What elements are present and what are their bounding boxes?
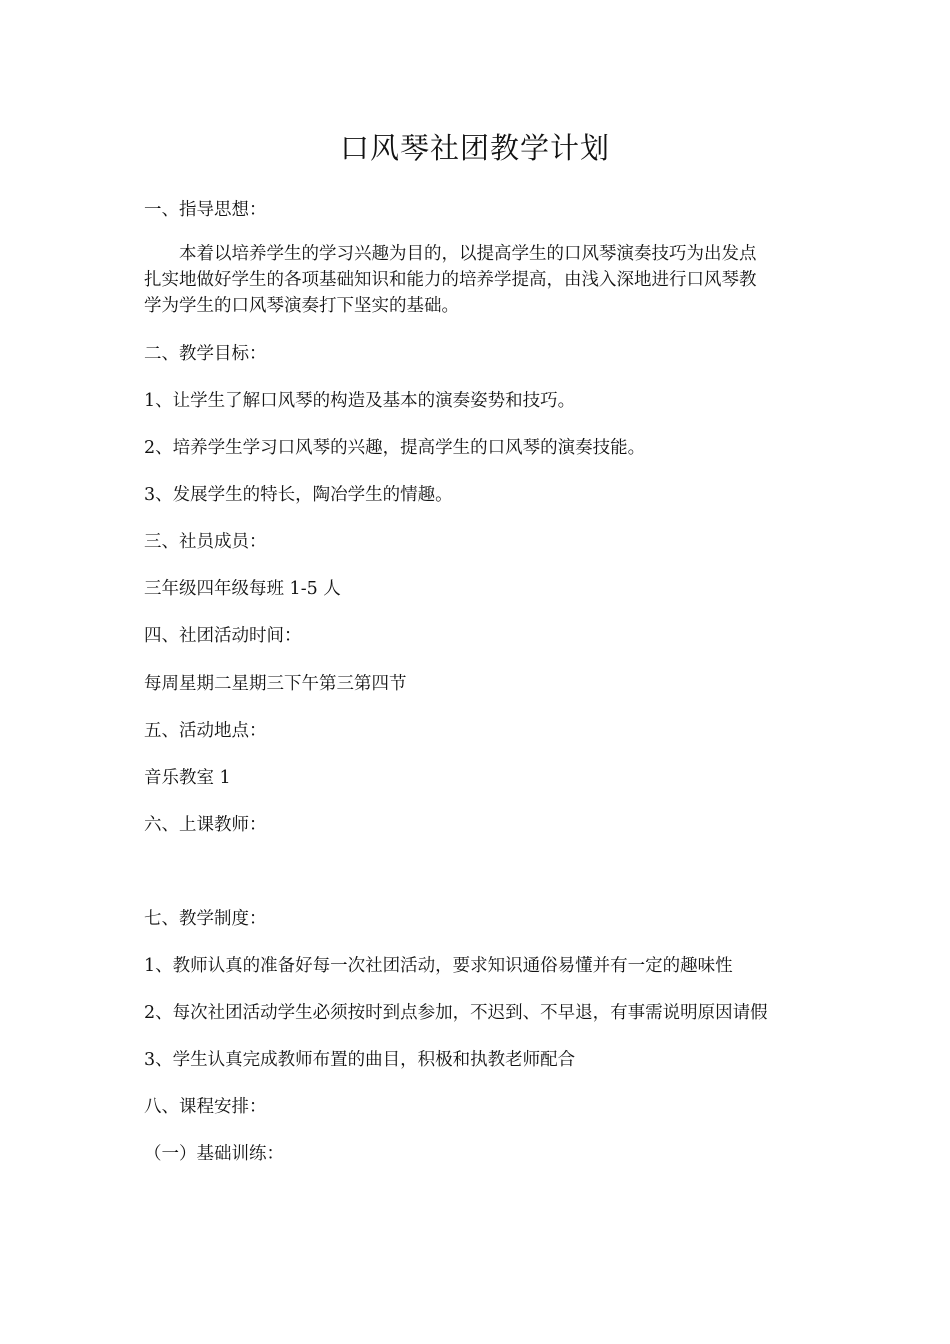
goal-item: 2、培养学生学习口风琴的兴趣，提高学生的口风琴的演奏技能。 bbox=[144, 438, 646, 458]
schedule-sub-heading: （一）基础训练： bbox=[144, 1144, 284, 1164]
time-text: 每周星期二星期三下午第三第四节 bbox=[144, 674, 407, 694]
guiding-paragraph-line: 本着以培养学生的学习兴趣为目的，以提高学生的口风琴演奏技巧为出发点 bbox=[179, 244, 757, 264]
rule-item: 1、教师认真的准备好每一次社团活动，要求知识通俗易懂并有一定的趣味性 bbox=[144, 956, 733, 976]
goal-item: 1、让学生了解口风琴的构造及基本的演奏姿势和技巧。 bbox=[144, 391, 576, 411]
section-heading-members: 三、社员成员： bbox=[144, 532, 267, 552]
section-heading-teacher: 六、上课教师： bbox=[144, 815, 267, 835]
place-text: 音乐教室 1 bbox=[144, 768, 231, 788]
guiding-paragraph-line: 学为学生的口风琴演奏打下坚实的基础。 bbox=[144, 296, 459, 316]
section-heading-place: 五、活动地点： bbox=[144, 721, 267, 741]
section-heading-time: 四、社团活动时间： bbox=[144, 626, 302, 646]
section-heading-goals: 二、教学目标： bbox=[144, 344, 267, 364]
section-heading-rules: 七、教学制度： bbox=[144, 909, 267, 929]
guiding-paragraph bbox=[144, 241, 812, 319]
rule-item: 2、每次社团活动学生必须按时到点参加，不迟到、不早退，有事需说明原因请假 bbox=[144, 1003, 768, 1023]
goal-item: 3、发展学生的特长，陶冶学生的情趣。 bbox=[144, 485, 453, 505]
document-title: 口风琴社团教学计划 bbox=[339, 131, 610, 165]
section-heading-guiding: 一、指导思想： bbox=[144, 200, 267, 220]
members-text: 三年级四年级每班 1-5 人 bbox=[144, 579, 341, 599]
section-heading-schedule: 八、课程安排： bbox=[144, 1097, 267, 1117]
guiding-paragraph-line: 扎实地做好学生的各项基础知识和能力的培养学提高，由浅入深地进行口风琴教 bbox=[144, 270, 757, 290]
rule-item: 3、学生认真完成教师布置的曲目，积极和执教老师配合 bbox=[144, 1050, 576, 1070]
